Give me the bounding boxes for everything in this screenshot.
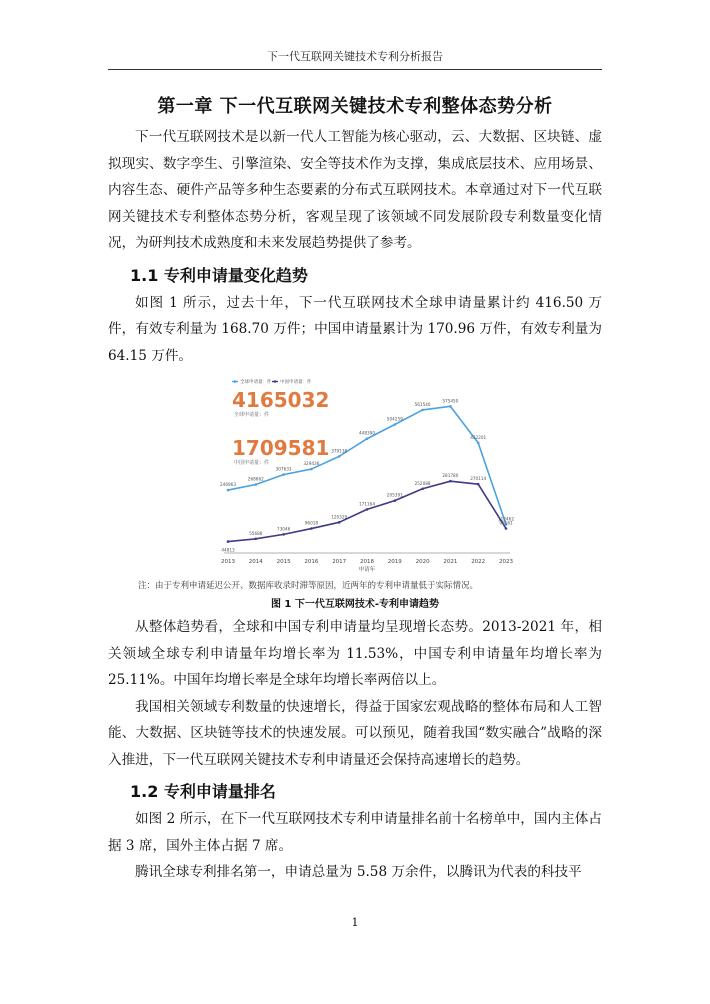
x-tick-label-2019: 2019 — [387, 559, 402, 565]
x-axis-label: 申请年 — [358, 567, 376, 573]
series-1-point-2018 — [366, 508, 369, 511]
series-0-label-2014: 268662 — [247, 476, 264, 482]
series-line-1 — [228, 481, 506, 541]
figure-note: 注：由于专利申请延迟公开、数据库收录时滞等原因，近两年的专利申请量低于实际情况。 — [138, 581, 479, 591]
series-0-label-2020: 561540 — [414, 401, 431, 407]
series-1-point-2019 — [394, 499, 397, 502]
section-1-1-para3: 我国相关领域专利数量的快速增长，得益于国家宏观战略的整体布局和人工智能、大数据、区块链等技术的快速发展。可以预见，随着我国“数实融合”战略的深入推进，下一代互联网关键技术专利申请量还会保持高速增长的趋势。 — [108, 698, 602, 768]
section-1-1-title: 1.1 专利申请量变化趋势 — [130, 265, 308, 285]
series-0-label-2022: 432201 — [470, 434, 487, 440]
kpi-label-0: 全球申请量：件 — [234, 412, 270, 418]
section-1-2-title: 1.2 专利申请量排名 — [130, 782, 276, 801]
patent-trend-chart — [218, 375, 518, 575]
section-1-1-para2: 从整体趋势看，全球和中国专利申请量均呈现增长态势。2013-2021 年，相关领域全球专利申请量年均增长率为 11.53%，中国专利申请量年均增长率为 25.11%。中国年均增长率是全球年均增长率两倍以上。 — [108, 619, 602, 688]
kpi-value-0: 4165032 — [232, 388, 330, 412]
x-tick-label-2020: 2020 — [415, 559, 430, 565]
series-1-label-2023: 96161 — [499, 520, 513, 526]
series-0-point-2022 — [477, 442, 480, 445]
series-1-point-2022 — [477, 483, 480, 486]
series-1-point-2020 — [421, 487, 424, 490]
series-0-label-2015: 307633 — [275, 466, 292, 472]
series-1-point-2023 — [505, 527, 508, 530]
series-0-point-2013 — [227, 489, 230, 492]
series-1-label-2018: 171164 — [359, 501, 375, 507]
series-1-label-2019: 205391 — [386, 492, 403, 498]
legend-entry-0: 全球申请量：件 — [240, 380, 272, 385]
series-line-0 — [228, 406, 506, 524]
series-0-label-2017: 379138 — [331, 448, 348, 454]
x-tick-label-2022: 2022 — [471, 559, 486, 565]
figure-caption: 图 1 下一代互联网技术-专利申请趋势 — [270, 599, 440, 610]
x-tick-label-2015: 2015 — [276, 559, 291, 565]
series-0-point-2019 — [394, 423, 397, 426]
section-1-2-para2: 腾讯全球专利排名第一，申请总量为 5.58 万余件，以腾讯为代表的科技平 — [135, 864, 582, 880]
x-tick-label-2016: 2016 — [304, 559, 319, 565]
x-tick-label-2017: 2017 — [332, 559, 347, 565]
patent-trend-figure — [218, 375, 518, 575]
series-0-point-2018 — [366, 437, 369, 440]
series-1-label-2022: 270114 — [470, 476, 487, 482]
series-1-label-2013: 44813 — [221, 547, 235, 553]
series-0-label-2018: 448390 — [359, 430, 375, 436]
chapter-intro: 下一代互联网技术是以新一代人工智能为核心驱动，云、大数据、区块链、虚拟现实、数字孪生、引擎渲染、安全等技术作为支撑，集成底层技术、应用场景、内容生态、硬件产品等多种生态要素的分布式互联网技术。本章通过对下一代互联网关键技术专利整体态势分析，客观呈现了该领域不同发展阶段专利数量变化情况，为研判技术成熟度和未来发展趋势提供了参考。 — [108, 129, 602, 251]
chapter-title: 第一章 下一代互联网关键技术专利整体态势分析 — [157, 96, 553, 117]
page-header: 下一代互联网关键技术专利分析报告 — [108, 48, 602, 70]
page-content — [108, 92, 602, 886]
legend-dot-0 — [234, 380, 237, 383]
x-tick-label-2013: 2013 — [221, 559, 235, 565]
series-1-label-2017: 120329 — [331, 514, 348, 520]
x-tick-label-2018: 2018 — [360, 559, 374, 565]
x-tick-label-2014: 2014 — [248, 559, 263, 565]
section-1-2-para1: 如图 2 所示，在下一代互联网技术专利申请量排名前十名榜单中，国内主体占据 3 席，国外主体占据 7 席。 — [108, 811, 602, 854]
series-0-point-2021 — [449, 405, 452, 408]
series-1-label-2014: 55688 — [249, 530, 263, 536]
series-0-point-2020 — [421, 409, 424, 412]
legend-dot-1 — [274, 380, 277, 383]
series-0-label-2016: 329436 — [303, 461, 320, 467]
x-tick-label-2023: 2023 — [499, 559, 513, 565]
series-1-label-2015: 73046 — [276, 526, 291, 532]
series-1-point-2016 — [310, 527, 313, 530]
x-tick-label-2021: 2021 — [443, 559, 458, 565]
series-0-point-2014 — [255, 483, 258, 486]
series-1-point-2014 — [255, 538, 258, 541]
series-1-label-2021: 281780 — [442, 473, 459, 479]
series-0-point-2016 — [310, 468, 313, 471]
page-number: 1 — [351, 916, 359, 929]
kpi-label-1: 中国申请量：件 — [234, 460, 270, 466]
series-1-label-2016: 96018 — [304, 520, 319, 526]
series-0-label-2021: 575450 — [442, 398, 459, 404]
series-0-label-2023: 112462 — [498, 516, 514, 522]
series-1-point-2021 — [449, 480, 452, 483]
series-1-point-2017 — [338, 521, 341, 524]
series-0-label-2019: 504259 — [386, 416, 403, 422]
series-1-label-2020: 252088 — [414, 480, 431, 486]
series-0-point-2015 — [282, 473, 285, 476]
section-1-1-para1: 如图 1 所示，过去十年，下一代互联网技术全球申请量累计约 416.50 万件，有效专利量为 168.70 万件；中国申请量累计为 170.96 万件，有效专利量为 64.15 万件。 — [108, 294, 602, 364]
series-1-point-2015 — [282, 533, 285, 536]
legend-entry-1: 中国申请量：件 — [280, 380, 312, 385]
series-0-label-2013: 246963 — [220, 482, 236, 488]
kpi-value-1: 1709581 — [232, 436, 330, 460]
series-1-point-2013 — [227, 540, 230, 543]
series-0-point-2017 — [338, 455, 341, 458]
